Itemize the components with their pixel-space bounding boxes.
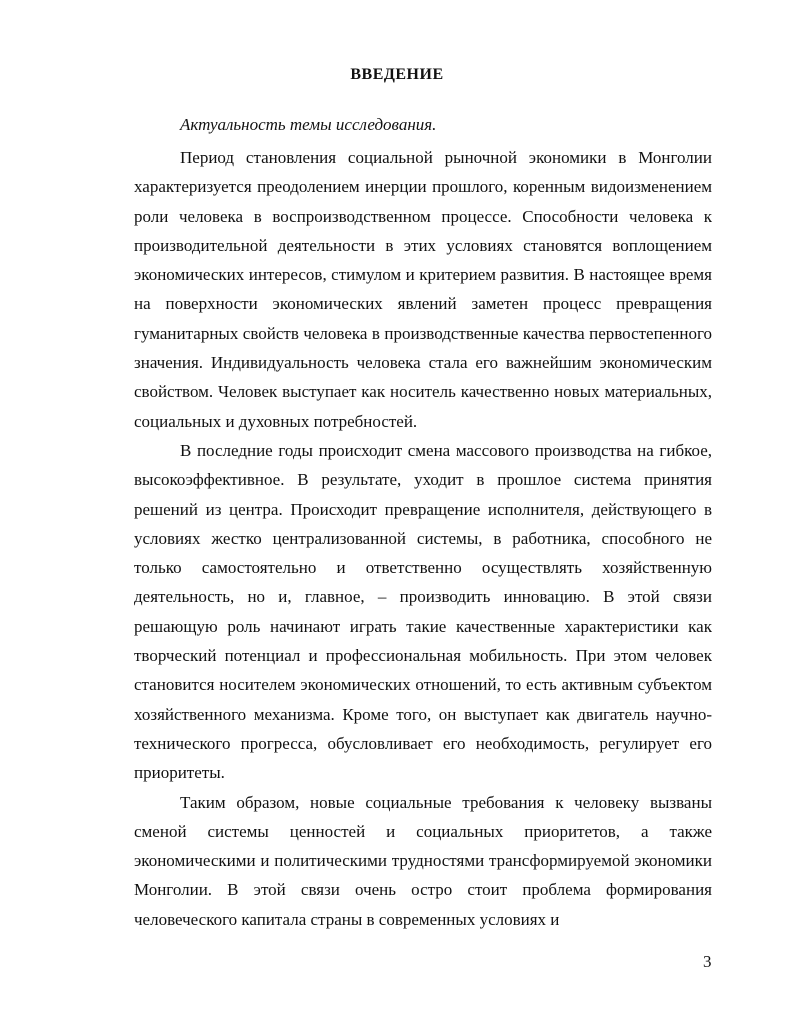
paragraph-3: Таким образом, новые социальные требования к человеку вызваны сменой системы ценностей и социальных приоритетов, а также экономическими и политическими трудностями трансформируемой экономики Монголии. В этой связи очень остро стоит проблема формирования человеческого капитала страны в современных условиях и [134,792,712,929]
paragraph-2: В последние годы происходит смена массового производства на гибкое, высокоэффективное. В результате, уходит в прошлое система принятия решений из центра. Происходит превращение исполнителя, действующего в условиях жестко централизованной системы, в работника, способного не только самостоятельно и ответственно осуществлять хозяйственную деятельность, но и, главное, – производить инновацию. В этой связи решающую роль начинают играть такие качественные характеристики как творческий потенциал и профессиональная мобильность. При этом человек становится носителем экономических отношений, то есть активным субъектом хозяйственного механизма. Кроме того, он выступает как двигатель научно-технического прогресса, обусловливает его необходимость, регулирует его приоритеты. [134,440,712,783]
paragraph-1: Период становления социальной рыночной экономики в Монголии характеризуется преодолением инерции прошлого, коренным видоизменением роли человека в воспроизводственном процессе. Способности человека к производительной деятельности в этих условиях становятся воплощением экономических интересов, стимулом и критерием развития. В настоящее время на поверхности экономических явлений заметен процесс превращения гуманитарных свойств человека в производственные качества первостепенного значения. Индивидуальность человека стала его важнейшим экономическим свойством. Человек выступает как носитель качественно новых материальных, социальных и духовных потребностей. [134,148,712,431]
page-number: 3 [703,952,712,971]
section-heading: ВВЕДЕНИЕ [350,66,444,83]
subsection-heading: Актуальность темы исследования. [180,115,437,134]
body-text [134,143,712,934]
